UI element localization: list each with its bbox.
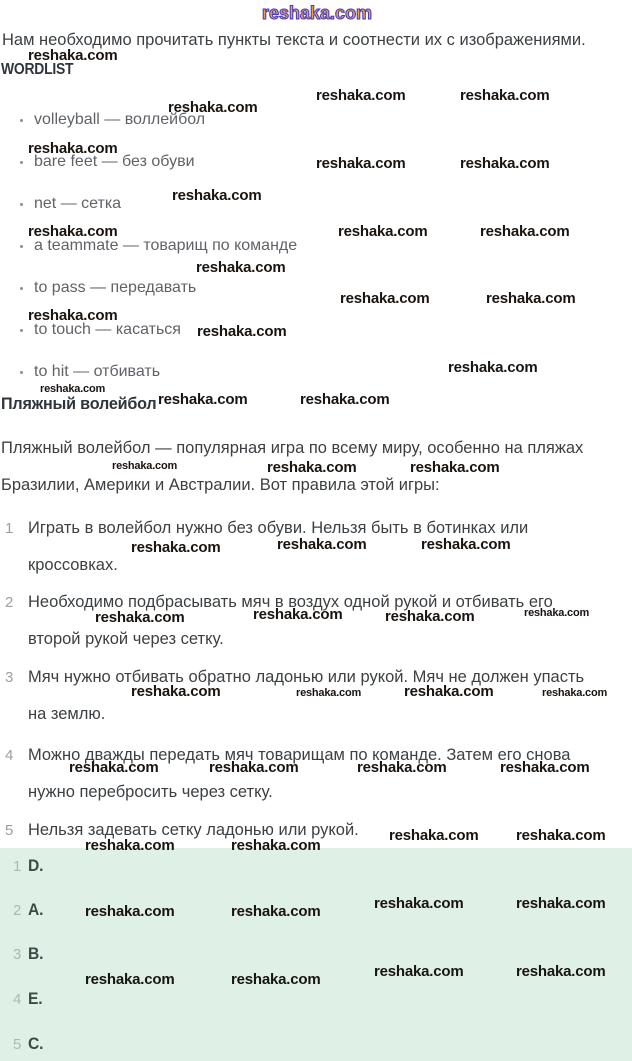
rule-text: Нельзя задевать сетку ладонью или рукой. [28,821,359,839]
watermark: reshaka.com [209,759,299,776]
watermark: reshaka.com [316,155,406,172]
bullet-icon [20,245,23,248]
rule-text: Мяч нужно отбивать обратно ладонью или рукой. Мяч не должен упасть на землю. [28,668,585,723]
bullet-icon [20,371,23,374]
watermark: reshaka.com [374,895,464,912]
watermark: reshaka.com [172,187,262,204]
answer-letter: A. [28,900,44,919]
watermark: reshaka.com [338,223,428,240]
watermark: reshaka.com [357,759,447,776]
bullet-icon [20,203,23,206]
answer-row [0,989,632,1009]
task-description: Нам необходимо прочитать пункты текста и соотнести их с изображениями. [2,31,586,49]
watermark: reshaka.com [340,290,430,307]
watermark: reshaka.com [500,759,590,776]
article-paragraph: Пляжный волейбол — популярная игра по всему миру, особенно на пляжах Бразилии, Америки и Австралии. Вот правила этой игры: [1,439,584,494]
wordlist-item-text: bare feet — без обуви [34,153,195,170]
watermark: reshaka.com [28,140,118,157]
watermark: reshaka.com [296,687,362,699]
watermark: reshaka.com [158,391,248,408]
answer-number: 4 [13,991,22,1008]
watermark: reshaka.com [404,683,494,700]
answer-number: 1 [13,858,22,875]
wordlist-item-text: a teammate — товарищ по команде [34,237,298,254]
watermark: reshaka.com [253,606,343,623]
watermark: reshaka.com [542,687,608,699]
bullet-icon [20,161,23,164]
rule-number: 1 [5,520,14,537]
rule-text: Играть в волейбол нужно без обуви. Нельзя быть в ботинках или кроссовках. [28,519,529,574]
watermark: reshaka.com [516,827,606,844]
watermark: reshaka.com [524,607,590,619]
answer-number: 5 [13,1036,22,1053]
wordlist-item [20,363,160,381]
watermark: reshaka.com [40,383,106,395]
watermark: reshaka.com [374,963,464,980]
watermark: reshaka.com [196,259,286,276]
rule-number: 3 [5,669,14,686]
watermark: reshaka.com [197,323,287,340]
bullet-icon [20,119,23,122]
rule-number: 4 [5,747,14,764]
watermark: reshaka.com [480,223,570,240]
watermark: reshaka.com [95,609,185,626]
wordlist-item-text: to hit — отбивать [34,363,161,380]
watermark: reshaka.com [28,307,118,324]
watermark: reshaka.com [231,837,321,854]
bullet-icon [20,287,23,290]
watermark: reshaka.com [460,87,550,104]
watermark: reshaka.com [448,359,538,376]
wordlist-item [20,279,196,297]
watermark: reshaka.com [389,827,479,844]
answer-number: 3 [13,946,22,963]
watermark: reshaka.com [85,903,175,920]
watermark: reshaka.com [460,155,550,172]
rule-number: 2 [5,594,14,611]
watermark: reshaka.com [486,290,576,307]
rule-number: 5 [5,822,14,839]
watermark: reshaka.com [168,99,258,116]
watermark: reshaka.com [516,895,606,912]
wordlist-item [20,195,121,213]
watermark: reshaka.com [85,971,175,988]
watermark: reshaka.com [131,683,221,700]
watermark: reshaka.com [277,536,367,553]
answer-row [0,1034,632,1054]
site-logo-watermark: reshaka.com [262,3,373,23]
watermark: reshaka.com [385,608,475,625]
answer-letter: B. [28,944,44,963]
answer-row [0,944,632,964]
watermark: reshaka.com [231,903,321,920]
watermark: reshaka.com [316,87,406,104]
answer-letter: E. [28,989,43,1008]
wordlist-title: WORDLIST [1,61,74,78]
wordlist-item-text: to touch — касаться [34,321,181,338]
watermark: reshaka.com [28,47,118,64]
rule-text: Можно дважды передать мяч товарищам по команде. Затем его снова нужно перебросить через сетку. [28,746,571,801]
watermark: reshaka.com [300,391,390,408]
watermark: reshaka.com [516,963,606,980]
watermark: reshaka.com [421,536,511,553]
watermark: reshaka.com [131,539,221,556]
watermark: reshaka.com [231,971,321,988]
watermark: reshaka.com [112,460,178,472]
wordlist-item-text: net — сетка [34,195,122,212]
wordlist-item-text: to pass — передавать [34,279,197,296]
article-title: Пляжный волейбол [1,394,157,413]
watermark: reshaka.com [410,459,500,476]
answer-letter: D. [28,856,44,875]
answer-letter: C. [28,1034,44,1053]
wordlist-item-text: volleyball — воллейбол [34,111,206,128]
bullet-icon [20,329,23,332]
answer-row [0,856,632,876]
watermark: reshaka.com [267,459,357,476]
rule-text: Необходимо подбрасывать мяч в воздух одной рукой и отбивать его второй рукой через сетку. [28,593,553,648]
watermark: reshaka.com [69,759,159,776]
answer-number: 2 [13,902,22,919]
watermark: reshaka.com [28,223,118,240]
watermark: reshaka.com [85,837,175,854]
